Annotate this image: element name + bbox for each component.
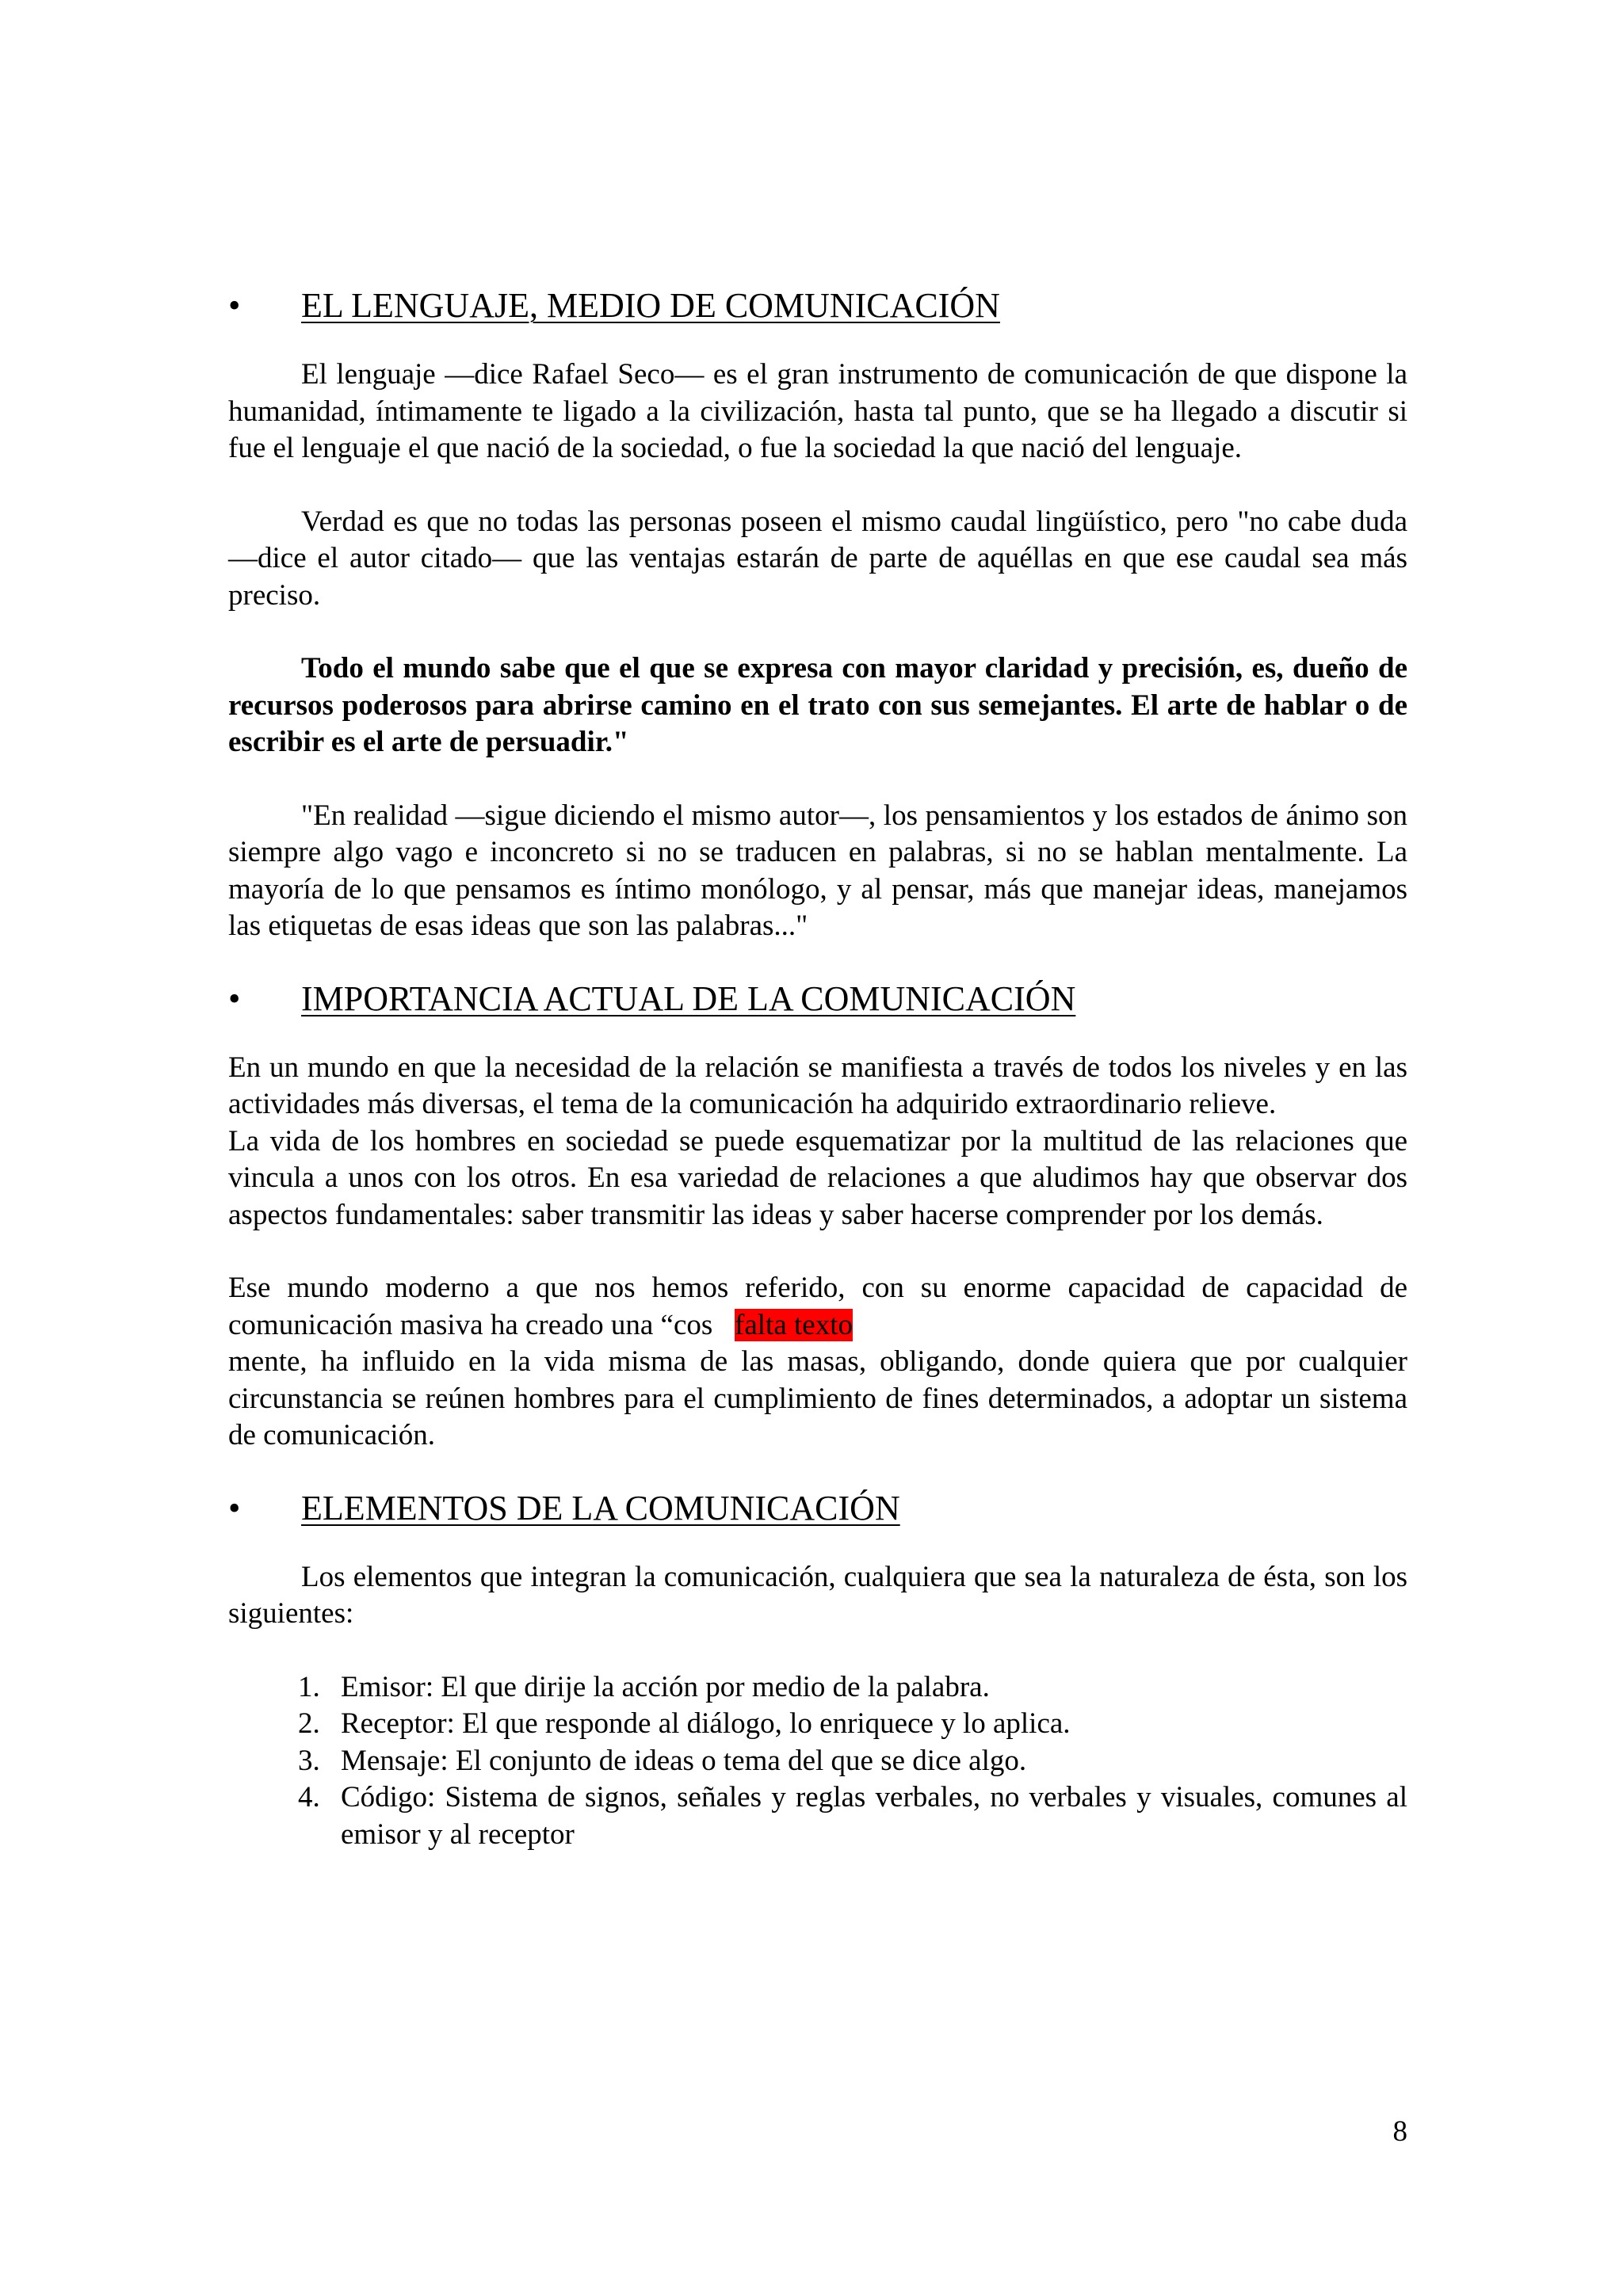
list-number: 4. bbox=[298, 1781, 320, 1814]
section-heading bbox=[228, 285, 1407, 326]
section-importancia bbox=[228, 978, 1407, 1455]
bullet-icon: • bbox=[228, 286, 241, 325]
bullet-icon: • bbox=[228, 1488, 241, 1527]
paragraph-with-highlight bbox=[228, 1270, 1407, 1344]
heading-text: ELEMENTOS DE LA COMUNICACIÓN bbox=[301, 1488, 900, 1527]
section-heading bbox=[228, 978, 1407, 1020]
paragraph: Los elementos que integran la comunicación, cualquiera que sea la naturaleza de ésta, son los siguientes: bbox=[228, 1560, 1407, 1630]
list-text: Emisor: El que dirije la acción por medio de la palabra. bbox=[341, 1670, 990, 1703]
paragraph-text: Ese mundo moderno a que nos hemos referido, con su enorme capacidad de capacidad de comunicación masiva ha creado una “cos bbox=[228, 1272, 1407, 1341]
paragraph: En un mundo en que la necesidad de la relación se manifiesta a través de todos los niveles y en las actividades más diversas, el tema de la comunicación ha adquirido extraordinario relieve. bbox=[228, 1051, 1407, 1120]
list-text: Receptor: El que responde al diálogo, lo enriquece y lo aplica. bbox=[341, 1707, 1071, 1740]
list-number: 2. bbox=[298, 1707, 320, 1740]
heading-text: EL LENGUAJE, MEDIO DE COMUNICACIÓN bbox=[301, 286, 1000, 325]
page-number: 8 bbox=[1392, 2115, 1407, 2148]
document-page bbox=[228, 285, 1407, 1853]
list-number: 3. bbox=[298, 1744, 320, 1777]
list-text: Código: Sistema de signos, señales y reglas verbales, no verbales y visuales, comunes al emisor y al receptor bbox=[341, 1781, 1407, 1851]
list-item bbox=[228, 1743, 1407, 1780]
section-heading bbox=[228, 1488, 1407, 1529]
list-text: Mensaje: El conjunto de ideas o tema del que se dice algo. bbox=[341, 1744, 1027, 1777]
missing-text-highlight: falta texto bbox=[735, 1308, 853, 1341]
section-elementos bbox=[228, 1488, 1407, 1854]
paragraph: mente, ha influido en la vida misma de las masas, obligando, donde quiera que por cualquier circunstancia se reúnen hombres para el cumplimiento de fines determinados, a adoptar un sistema de comunicación. bbox=[228, 1345, 1407, 1451]
bullet-icon: • bbox=[228, 978, 241, 1018]
list-item bbox=[228, 1779, 1407, 1853]
elements-list bbox=[228, 1669, 1407, 1854]
list-item bbox=[228, 1669, 1407, 1707]
paragraph: Verdad es que no todas las personas poseen el mismo caudal lingüístico, pero "no cabe duda —dice el autor citado— que las ventajas estarán de parte de aquéllas en que ese caudal sea más preciso. bbox=[228, 505, 1407, 612]
paragraph-bold: Todo el mundo sabe que el que se expresa con mayor claridad y precisión, es, dueño de recursos poderosos para abrirse camino en el trato con sus semejantes. El arte de hablar o de escribir es el arte de persuadir." bbox=[228, 652, 1407, 758]
heading-text: IMPORTANCIA ACTUAL DE LA COMUNICACIÓN bbox=[301, 978, 1076, 1018]
section-lenguaje bbox=[228, 285, 1407, 945]
paragraph: La vida de los hombres en sociedad se puede esquematizar por la multitud de las relaciones que vincula a unos con los otros. En esa variedad de relaciones a que aludimos hay que observar dos aspectos fundamentales: saber transmitir las ideas y saber hacerse comprender por los demás. bbox=[228, 1124, 1407, 1231]
paragraph: "En realidad —sigue diciendo el mismo autor—, los pensamientos y los estados de ánimo son siempre algo vago e inconcreto si no se traducen en palabras, si no se hablan mentalmente. La mayoría de lo que pensamos es íntimo monólogo, y al pensar, más que manejar ideas, manejamos las etiquetas de esas ideas que son las palabras..." bbox=[228, 799, 1407, 942]
list-item bbox=[228, 1706, 1407, 1743]
list-number: 1. bbox=[298, 1670, 320, 1703]
paragraph: El lenguaje —dice Rafael Seco— es el gran instrumento de comunicación de que dispone la humanidad, íntimamente te ligado a la civilización, hasta tal punto, que se ha llegado a discutir si fue el lenguaje el que nació de la sociedad, o fue la sociedad la que nació del lenguaje. bbox=[228, 358, 1407, 464]
